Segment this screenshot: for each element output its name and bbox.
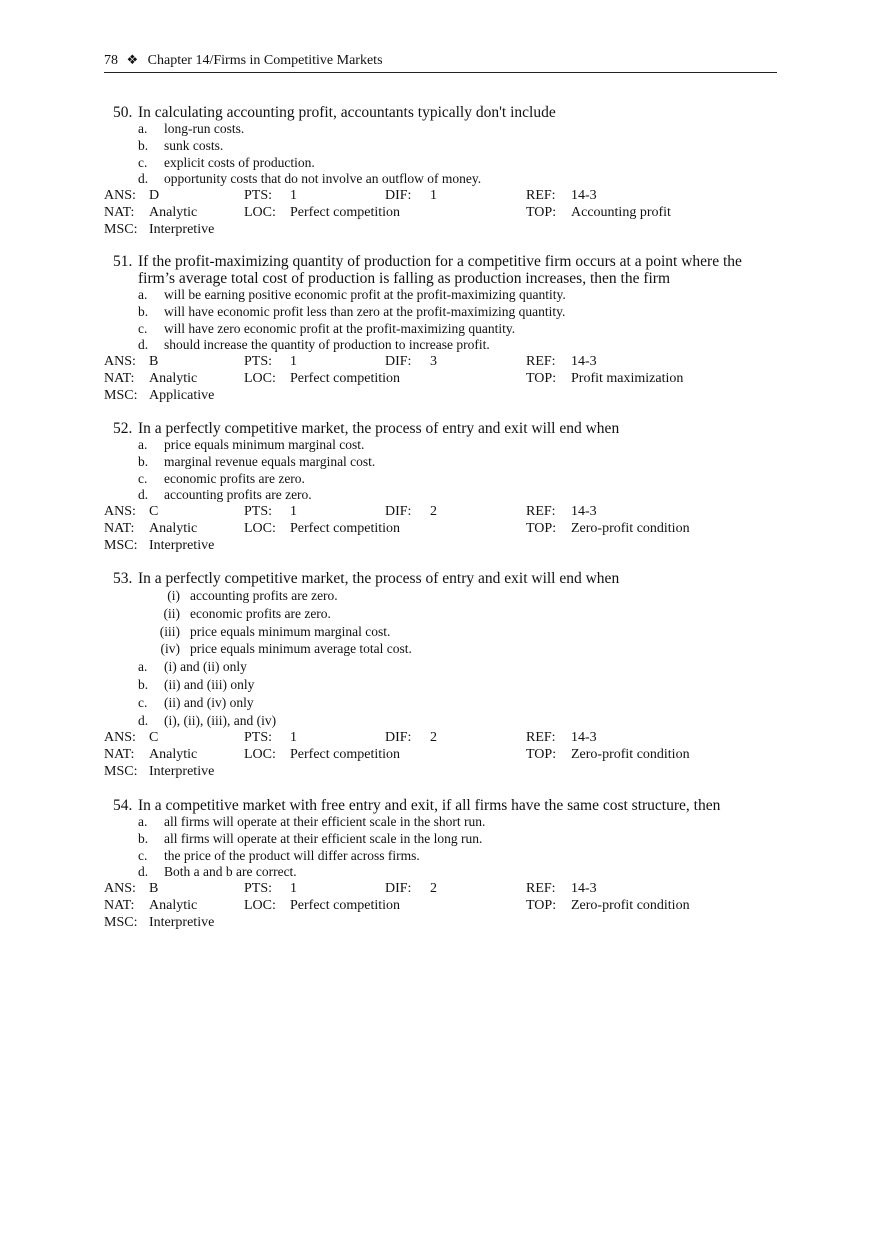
pts-label: PTS: (244, 354, 273, 370)
option-b (104, 138, 777, 155)
pts-label: PTS: (244, 188, 273, 204)
ref-value: 14-3 (571, 188, 597, 204)
option-text: (ii) and (iv) only (164, 695, 254, 711)
loc-value: Perfect competition (290, 370, 401, 386)
option-a (104, 814, 777, 831)
ans-value: C (149, 730, 159, 746)
question-number: 50. (113, 104, 133, 121)
answer-meta-row-3 (104, 764, 777, 781)
ref-label: REF: (526, 730, 556, 746)
question-stem (104, 420, 777, 437)
loc-label: LOC: (244, 204, 276, 220)
question-number: 51. (113, 253, 133, 270)
top-label: TOP: (526, 746, 557, 762)
question-stem (104, 253, 777, 287)
top-label: TOP: (526, 520, 557, 536)
option-text: sunk costs. (164, 137, 224, 153)
option-b (104, 304, 777, 321)
ans-label: ANS: (104, 188, 136, 204)
top-label: TOP: (526, 370, 557, 386)
option-text: opportunity costs that do not involve an outflow of money. (164, 171, 482, 187)
option-label: c. (138, 320, 148, 336)
answer-meta-row-1 (104, 188, 777, 205)
statement-ii (104, 605, 777, 623)
answer-meta-row-1 (104, 730, 777, 747)
option-text: will have zero economic profit at the profit-maximizing quantity. (164, 320, 516, 336)
option-label: a. (138, 437, 148, 452)
ans-label: ANS: (104, 354, 136, 370)
pts-label: PTS: (244, 730, 273, 746)
nat-value: Analytic (149, 370, 198, 386)
msc-label: MSC: (104, 221, 138, 237)
ans-value: D (149, 188, 160, 204)
diamond-icon: ❖ (126, 52, 139, 67)
msc-label: MSC: (104, 537, 138, 553)
option-label: d. (138, 713, 149, 729)
loc-value: Perfect competition (290, 897, 401, 913)
statement-label: (iii) (159, 623, 180, 639)
ref-label: REF: (526, 881, 556, 897)
option-d (104, 171, 777, 188)
option-d (104, 712, 777, 730)
pts-value: 1 (290, 504, 297, 520)
question-50 (104, 104, 777, 239)
option-label: b. (138, 137, 149, 153)
option-c (104, 321, 777, 338)
page-header (104, 52, 777, 73)
question-stem (104, 104, 777, 121)
option-text: should increase the quantity of production to increase profit. (164, 337, 490, 353)
top-value: Accounting profit (571, 204, 671, 220)
loc-value: Perfect competition (290, 204, 401, 220)
option-label: b. (138, 677, 149, 693)
top-value: Profit maximization (571, 370, 684, 386)
ans-value: C (149, 504, 159, 520)
pts-label: PTS: (244, 881, 273, 897)
question-text: In a perfectly competitive market, the process of entry and exit will end when (138, 420, 620, 437)
question-number: 52. (113, 420, 133, 437)
answer-meta-row-2 (104, 521, 777, 538)
nat-value: Analytic (149, 746, 198, 762)
nat-label: NAT: (104, 520, 135, 536)
answer-meta-row-2 (104, 205, 777, 222)
msc-label: MSC: (104, 763, 138, 779)
nat-label: NAT: (104, 204, 135, 220)
ref-label: REF: (526, 354, 556, 370)
option-label: d. (138, 864, 149, 880)
ref-value: 14-3 (571, 881, 597, 897)
option-label: b. (138, 830, 149, 846)
ans-value: B (149, 881, 159, 897)
option-text: will have economic profit less than zero at the profit-maximizing quantity. (164, 303, 566, 319)
pts-value: 1 (290, 188, 297, 204)
option-d (104, 337, 777, 354)
option-label: a. (138, 121, 148, 136)
msc-label: MSC: (104, 914, 138, 930)
statement-text: accounting profits are zero. (190, 588, 338, 603)
option-b (104, 831, 777, 848)
question-text: In calculating accounting profit, accountants typically don't include (138, 104, 556, 121)
question-stem (104, 570, 777, 587)
option-label: c. (138, 695, 148, 711)
statement-i (104, 587, 777, 605)
statement-text: economic profits are zero. (190, 605, 331, 621)
option-d (104, 864, 777, 881)
top-value: Zero-profit condition (571, 897, 690, 913)
option-d (104, 487, 777, 504)
option-label: a. (138, 659, 148, 675)
statement-label: (ii) (163, 605, 180, 621)
ref-value: 14-3 (571, 354, 597, 370)
option-label: d. (138, 337, 149, 353)
question-number: 54. (113, 797, 133, 814)
pts-value: 1 (290, 730, 297, 746)
nat-label: NAT: (104, 370, 135, 386)
pts-label: PTS: (244, 504, 273, 520)
option-text: Both a and b are correct. (164, 864, 297, 880)
question-51 (104, 253, 777, 405)
top-label: TOP: (526, 897, 557, 913)
answer-meta-row-2 (104, 747, 777, 764)
ans-label: ANS: (104, 730, 136, 746)
question-text: In a perfectly competitive market, the process of entry and exit will end when (138, 570, 620, 587)
option-text: price equals minimum marginal cost. (164, 437, 365, 452)
ref-value: 14-3 (571, 504, 597, 520)
loc-value: Perfect competition (290, 746, 401, 762)
nat-value: Analytic (149, 520, 198, 536)
question-stem (104, 797, 777, 814)
statement-text: price equals minimum marginal cost. (190, 623, 391, 639)
msc-value: Interpretive (149, 763, 215, 779)
dif-value: 2 (430, 730, 437, 746)
option-text: (i), (ii), (iii), and (iv) (164, 713, 277, 729)
msc-value: Interpretive (149, 221, 215, 237)
pts-value: 1 (290, 354, 297, 370)
answer-meta-row-1 (104, 504, 777, 521)
answer-meta-row-3 (104, 388, 777, 405)
top-value: Zero-profit condition (571, 746, 690, 762)
dif-value: 1 (430, 188, 437, 204)
answer-meta-row-2 (104, 898, 777, 915)
answer-meta-row-3 (104, 915, 777, 932)
option-text: long-run costs. (164, 121, 245, 136)
question-53 (104, 570, 777, 781)
question-text: In a competitive market with free entry and exit, if all firms have the same cost structure, then (138, 797, 721, 814)
question-54 (104, 797, 777, 932)
pts-value: 1 (290, 881, 297, 897)
option-text: (i) and (ii) only (164, 659, 247, 675)
option-a (104, 658, 777, 676)
loc-label: LOC: (244, 520, 276, 536)
statement-iv (104, 640, 777, 658)
answer-meta-row-3 (104, 222, 777, 239)
chapter-title: Chapter 14/Firms in Competitive Markets (147, 53, 383, 68)
question-text: If the profit-maximizing quantity of production for a competitive firm occurs at a point where the firm’s average total cost of production is falling as production increases, then the firm (138, 253, 742, 287)
ans-label: ANS: (104, 881, 136, 897)
nat-value: Analytic (149, 204, 198, 220)
statement-label: (iv) (160, 641, 180, 657)
nat-label: NAT: (104, 746, 135, 762)
option-text: all firms will operate at their efficient scale in the long run. (164, 830, 483, 846)
option-text: explicit costs of production. (164, 154, 315, 170)
msc-value: Applicative (149, 387, 215, 403)
option-a (104, 287, 777, 304)
option-text: economic profits are zero. (164, 470, 305, 486)
top-value: Zero-profit condition (571, 520, 690, 536)
nat-value: Analytic (149, 897, 198, 913)
option-a (104, 437, 777, 454)
loc-label: LOC: (244, 897, 276, 913)
option-text: will be earning positive economic profit at the profit-maximizing quantity. (164, 287, 566, 302)
top-label: TOP: (526, 204, 557, 220)
ref-label: REF: (526, 188, 556, 204)
option-c (104, 694, 777, 712)
statement-text: price equals minimum average total cost. (190, 641, 412, 657)
msc-value: Interpretive (149, 914, 215, 930)
option-label: b. (138, 453, 149, 469)
option-text: the price of the product will differ across firms. (164, 847, 420, 863)
page-number: 78 (104, 53, 118, 68)
nat-label: NAT: (104, 897, 135, 913)
dif-value: 2 (430, 504, 437, 520)
option-label: b. (138, 303, 149, 319)
loc-label: LOC: (244, 370, 276, 386)
option-b (104, 454, 777, 471)
ans-value: B (149, 354, 159, 370)
dif-label: DIF: (385, 730, 412, 746)
loc-value: Perfect competition (290, 520, 401, 536)
answer-meta-row-1 (104, 881, 777, 898)
option-a (104, 121, 777, 138)
option-label: d. (138, 171, 149, 187)
option-text: all firms will operate at their efficient scale in the short run. (164, 814, 486, 829)
option-text: accounting profits are zero. (164, 487, 312, 503)
msc-label: MSC: (104, 387, 138, 403)
option-text: (ii) and (iii) only (164, 677, 255, 693)
option-label: c. (138, 154, 148, 170)
dif-label: DIF: (385, 504, 412, 520)
dif-value: 3 (430, 354, 437, 370)
dif-label: DIF: (385, 188, 412, 204)
answer-meta-row-2 (104, 371, 777, 388)
question-52 (104, 420, 777, 555)
ref-label: REF: (526, 504, 556, 520)
statement-label: (i) (167, 588, 180, 603)
option-label: c. (138, 847, 148, 863)
option-label: c. (138, 470, 148, 486)
statement-iii (104, 623, 777, 641)
option-text: marginal revenue equals marginal cost. (164, 453, 376, 469)
option-b (104, 676, 777, 694)
option-label: d. (138, 487, 149, 503)
option-label: a. (138, 287, 148, 302)
dif-value: 2 (430, 881, 437, 897)
loc-label: LOC: (244, 746, 276, 762)
option-c (104, 471, 777, 488)
question-number: 53. (113, 570, 133, 587)
option-c (104, 155, 777, 172)
option-label: a. (138, 814, 148, 829)
answer-meta-row-3 (104, 538, 777, 555)
msc-value: Interpretive (149, 537, 215, 553)
option-c (104, 848, 777, 865)
dif-label: DIF: (385, 354, 412, 370)
dif-label: DIF: (385, 881, 412, 897)
ans-label: ANS: (104, 504, 136, 520)
answer-meta-row-1 (104, 354, 777, 371)
ref-value: 14-3 (571, 730, 597, 746)
